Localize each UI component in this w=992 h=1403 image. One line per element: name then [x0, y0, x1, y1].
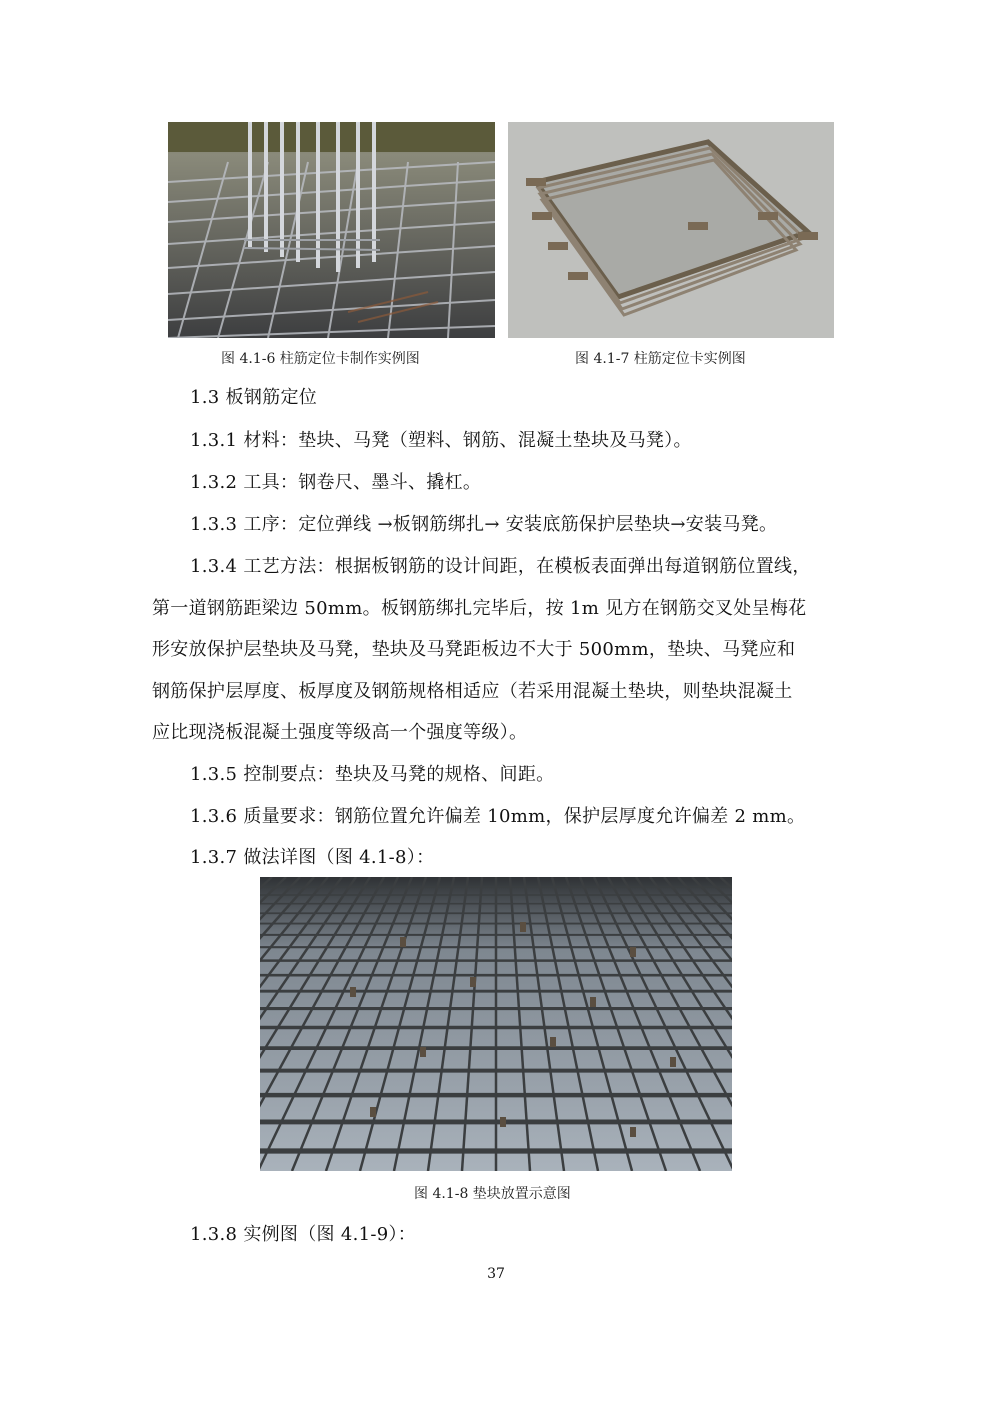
- page-number: 37: [487, 1266, 505, 1282]
- item-1-3-8: 1.3.8 实例图（图 4.1-9）：: [190, 1224, 417, 1245]
- method-line-3: 形安放保护层垫块及马凳，垫块及马凳距板边不大于 500mm，垫块、马凳应和: [152, 639, 796, 660]
- method-line-1: 1.3.4 工艺方法：根据板钢筋的设计间距，在模板表面弹出每道钢筋位置线，: [190, 556, 811, 577]
- item-1-3-2: 1.3.2 工具：钢卷尺、墨斗、撬杠。: [190, 472, 482, 493]
- figure-4-1-7-caption: 图 4.1-7 柱筋定位卡实例图: [575, 351, 746, 367]
- figure-4-1-6-caption: 图 4.1-6 柱筋定位卡制作实例图: [221, 351, 420, 367]
- item-1-3-1: 1.3.1 材料：垫块、马凳（塑料、钢筋、混凝土垫块及马凳）。: [190, 430, 692, 451]
- method-line-2: 第一道钢筋距梁边 50mm。板钢筋绑扎完毕后，按 1m 见方在钢筋交叉处呈梅花: [152, 598, 807, 619]
- section-heading: 1.3 板钢筋定位: [190, 387, 318, 408]
- figure-4-1-7-photo: [508, 122, 834, 338]
- figure-4-1-8-caption: 图 4.1-8 垫块放置示意图: [414, 1186, 571, 1202]
- item-1-3-7: 1.3.7 做法详图（图 4.1-8）：: [190, 847, 435, 868]
- method-line-5: 应比现浇板混凝土强度等级高一个强度等级）。: [152, 722, 528, 743]
- method-line-4: 钢筋保护层厚度、板厚度及钢筋规格相适应（若采用混凝土垫块，则垫块混凝土: [152, 681, 793, 702]
- item-1-3-6: 1.3.6 质量要求：钢筋位置允许偏差 10mm，保护层厚度允许偏差 2 mm。: [190, 806, 806, 827]
- item-1-3-3: 1.3.3 工序：定位弹线 →板钢筋绑扎→ 安装底筋保护层垫块→安装马凳。: [190, 514, 778, 535]
- figure-4-1-6-photo: [168, 122, 495, 338]
- item-1-3-5: 1.3.5 控制要点：垫块及马凳的规格、间距。: [190, 764, 555, 785]
- figure-4-1-8-photo: [260, 877, 732, 1171]
